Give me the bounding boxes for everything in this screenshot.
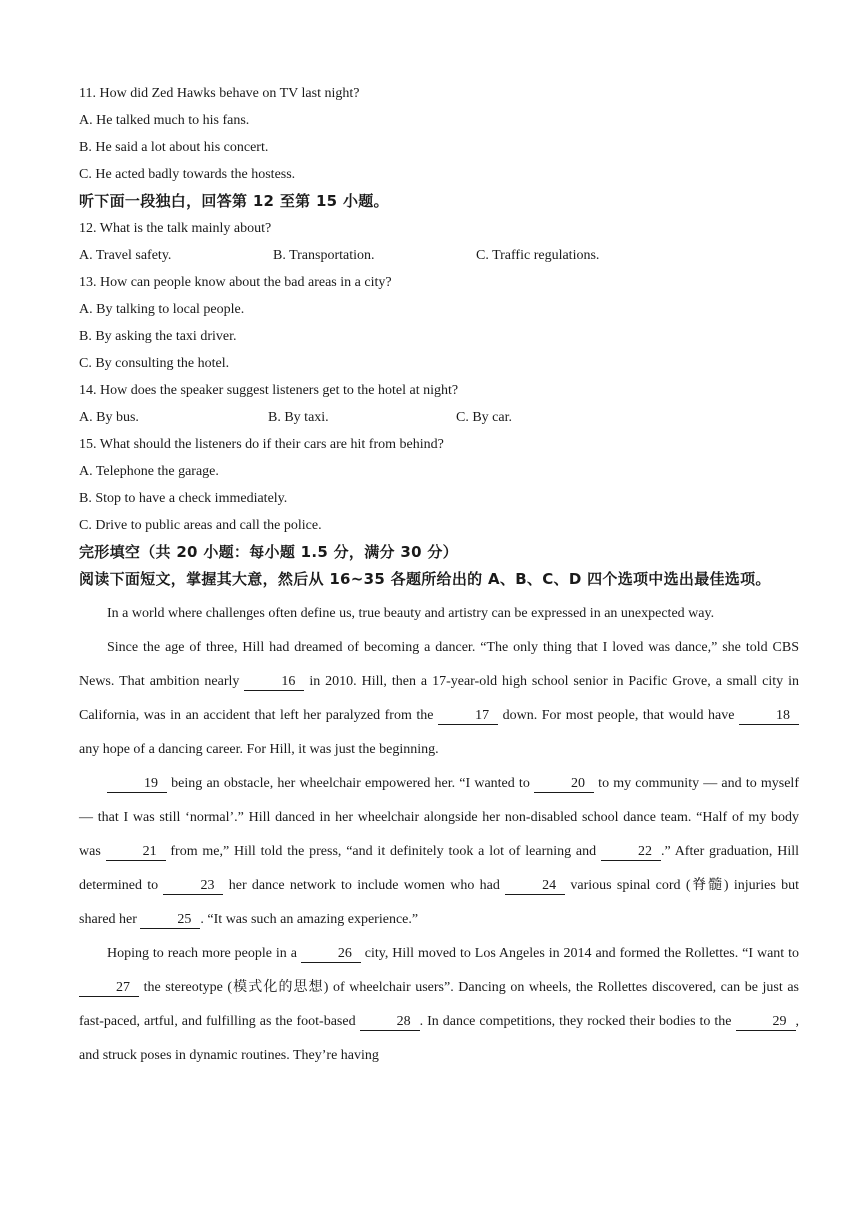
question-14-option-a: A. By bus. [79,410,139,425]
blank-29: 29 [736,1014,796,1031]
question-13-option-a: A. By talking to local people. [79,302,245,317]
question-14-option-c: C. By car. [456,410,512,425]
cloze-instruction: 阅读下面短文，掌握其大意，然后从 16~35 各题所给出的 A、B、C、D 四个选项中选出最佳选项。 [79,570,771,588]
question-15-option-b: B. Stop to have a check immediately. [79,491,288,506]
question-14-options [79,404,799,431]
blank-21: 21 [106,844,166,861]
blank-20: 20 [534,776,594,793]
blank-17: 17 [438,708,498,725]
exam-page [79,80,799,1073]
passage-paragraph-3: 19 being an obstacle, her wheelchair empowered her. “I wanted to 20 to my community — and to myself — that I was still ‘normal’.” Hill danced in her wheelchair alongside her non-disabled school dance team. “Half of my body was 21 from me,” Hill told the press, “and it definitely took a lot of learning and 22 .” After graduation, Hill determined to 23 her dance network to include women who had 24 various spinal cord (脊髓) injuries but shared her 25 . “It was such an amazing experience.” [79,776,799,927]
monologue-section-heading: 听下面一段独白，回答第 12 至第 15 小题。 [79,192,389,210]
question-13-option-b: B. By asking the taxi driver. [79,329,237,344]
question-12-option-a: A. Travel safety. [79,248,172,263]
question-11-option-c: C. He acted badly towards the hostess. [79,167,296,182]
question-13-option-c: C. By consulting the hotel. [79,356,230,371]
blank-23: 23 [163,878,223,895]
blank-19: 19 [107,776,167,793]
passage-paragraph-2: Since the age of three, Hill had dreamed of becoming a dancer. “The only thing that I loved was dance,” she told CBS News. That ambition nearly 16 in 2010. Hill, then a 17-year-old high school senior in Pacific Grove, a small city in California, was in an accident that left her paralyzed from the 17 down. For most people, that would have 18 any hope of a dancing career. For Hill, it was just the beginning. [79,640,799,757]
question-11-stem: 11. How did Zed Hawks behave on TV last night? [79,86,360,101]
cloze-passage [79,597,799,1073]
blank-25: 25 [140,912,200,929]
blank-26: 26 [301,946,361,963]
question-15-option-a: A. Telephone the garage. [79,464,219,479]
blank-28: 28 [360,1014,420,1031]
question-12-stem: 12. What is the talk mainly about? [79,221,272,236]
question-12-option-b: B. Transportation. [273,248,375,263]
question-12-options [79,242,799,269]
passage-paragraph-1: In a world where challenges often define us, true beauty and artistry can be expressed in an unexpected way. [107,606,715,621]
blank-18: 18 [739,708,799,725]
question-14-stem: 14. How does the speaker suggest listeners get to the hotel at night? [79,383,459,398]
question-11-option-a: A. He talked much to his fans. [79,113,250,128]
question-15-option-c: C. Drive to public areas and call the police. [79,518,322,533]
question-12-option-c: C. Traffic regulations. [476,248,600,263]
passage-paragraph-4: Hoping to reach more people in a 26 city, Hill moved to Los Angeles in 2014 and formed the Rollettes. “I want to 27 the stereotype (模式化的思想) of wheelchair users”. Dancing on wheels, the Rollettes discovered, can be just as fast-paced, artful, and fulfilling as the foot-based 28 . In dance competitions, they rocked their bodies to the 29 , and struck poses in dynamic routines. They’re having [79,946,799,1063]
blank-24: 24 [505,878,565,895]
question-15-stem: 15. What should the listeners do if their cars are hit from behind? [79,437,444,452]
blank-22: 22 [601,844,661,861]
question-14-option-b: B. By taxi. [268,410,329,425]
cloze-section-title: 完形填空（共 20 小题：每小题 1.5 分，满分 30 分） [79,543,458,561]
blank-27: 27 [79,980,139,997]
question-11-option-b: B. He said a lot about his concert. [79,140,269,155]
blank-16: 16 [244,674,304,691]
question-13-stem: 13. How can people know about the bad areas in a city? [79,275,392,290]
